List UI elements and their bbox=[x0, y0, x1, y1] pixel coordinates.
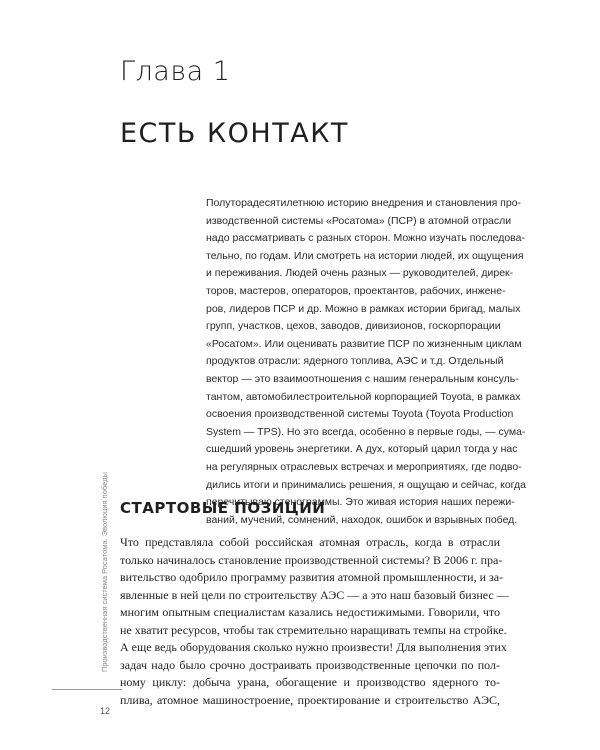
intro-line: на регулярных отраслевых встречах и мероприятиях, где подво- bbox=[206, 460, 522, 473]
intro-line: дились итоги и принимались решения, я ощущаю и сейчас, когда bbox=[206, 478, 527, 491]
intro-line: System — TPS). Но это всегда, особенно в первые годы, — сума- bbox=[206, 425, 526, 438]
chapter-label: Глава 1 bbox=[120, 56, 231, 87]
intro-line: надо рассматривать с разных сторон. Можно изучать последова- bbox=[206, 232, 525, 245]
intro-paragraph bbox=[206, 195, 527, 529]
intro-line: перечитываю стенограммы. Это живая история наших пережи- bbox=[206, 496, 515, 509]
intro-line: торов, мастеров, операторов, проектантов, рабочих, инжене- bbox=[206, 284, 506, 297]
page-number: 12 bbox=[100, 706, 111, 716]
body-paragraph bbox=[120, 534, 509, 709]
intro-line: ров, лидеров ПСР и др. Можно в рамках истории бригад, малых bbox=[206, 302, 521, 315]
intro-line: и переживания. Людей очень разных — руководителей, дирек- bbox=[206, 267, 514, 280]
intro-line: групп, участков, цехов, заводов, дивизионов, госкорпорации bbox=[206, 320, 501, 333]
body-line: Что представляла собой российская атомная отрасль, когда в отрасли bbox=[120, 535, 500, 549]
footer-rule bbox=[52, 689, 122, 690]
body-line: только начиналось становление производственной системы? В 2006 г. пра- bbox=[120, 552, 503, 567]
body-line: многим опытным специалистам казались недостижимыми. Говорили, что bbox=[120, 605, 500, 619]
intro-line: освоения производственной системы Toyota (Toyota Production bbox=[206, 408, 514, 421]
body-line: не хватит ресурсов, чтобы так стремительно наращивать темпы на стройке. bbox=[120, 622, 507, 637]
intro-line: сшедший уровень энергетики. А дух, который царил тогда у нас bbox=[206, 443, 518, 456]
body-line: вительство одобрило программу развития атомной промышленности, и за- bbox=[120, 570, 504, 584]
intro-line: продуктов отрасли: ядерного топлива, АЭС и т.д. Отдельный bbox=[206, 355, 504, 368]
body-line: задач надо было срочно достраивать производственные цепочки по пол- bbox=[120, 657, 500, 672]
body-line: ному циклу: добыча урана, обогащение и производство ядерного то- bbox=[120, 675, 500, 689]
intro-line: ваний, мучений, сомнений, находок, ошибок и взрывных побед. bbox=[206, 513, 518, 526]
intro-line: изводственной системы «Росатома» (ПСР) в атомной отрасли bbox=[206, 214, 512, 227]
body-line: явленные в ней цели по строительству АЭС — а это наш базовый бизнес — bbox=[120, 587, 509, 602]
intro-line: тантом, автомобилестроительной корпорацией Toyota, в рамках bbox=[206, 390, 521, 403]
intro-line: Полуторадесятилетнюю историю внедрения и становления про- bbox=[206, 197, 522, 209]
body-line: А еще ведь оборудования сколько нужно произвести! Для выполнения этих bbox=[120, 640, 507, 654]
body-line: плива, атомное машиностроение, проектирование и строительство АЭС, bbox=[120, 692, 500, 707]
intro-line: вектор — это взаимоотношения с нашим генеральным консуль- bbox=[206, 372, 519, 385]
intro-line: тельно, по годам. Или смотреть на истории людей, их ощущения bbox=[206, 249, 524, 262]
chapter-title: ЕСТЬ КОНТАКТ bbox=[120, 118, 349, 149]
section-heading: СТАРТОВЫЕ ПОЗИЦИИ bbox=[120, 499, 326, 517]
intro-line: «Росатом». Или оценивать развитие ПСР по жизненным циклам bbox=[206, 337, 522, 350]
running-head: Производственная система Росатома. Эволюция победы bbox=[100, 472, 109, 672]
